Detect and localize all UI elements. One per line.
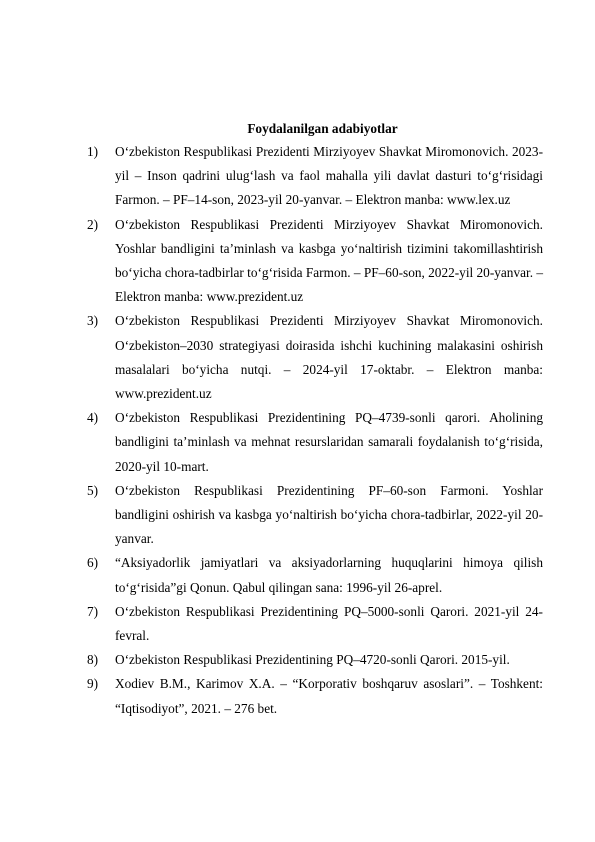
reference-item	[87, 140, 543, 213]
reference-text: O‘zbekiston Respublikasi Prezidenti Mirziyoyev Shavkat Miromonovich. Yoshlar bandligini ta’minlash va kasbga yo‘naltirish tizimini takomillashtirish bo‘yicha chora-tadbirlar to‘g‘risida Farmon. – PF–60-son, 2022-yil 20-yanvar. – Elektron manba: www.prezident.uz	[115, 216, 543, 305]
references-list	[87, 140, 543, 721]
reference-text: “Aksiyadorlik jamiyatlari va aksiyadorlarning huquqlarini himoya qilish to‘g‘risida”gi Qonun. Qabul qilingan sana: 1996-yil 26-aprel.	[115, 555, 543, 595]
reference-item	[87, 600, 543, 648]
reference-number: 9)	[87, 676, 99, 692]
reference-text: O‘zbekiston Respublikasi Prezidentining PF–60-son Farmoni. Yoshlar bandligini oshirish va kasbga yo‘naltirish bo‘yicha chora-tadbirlar, 2022-yil 20-yanvar.	[115, 482, 543, 547]
reference-text: O‘zbekiston Respublikasi Prezidentining PQ–4739-sonli qarori. Aholining bandligini ta’minlash va mehnat resurslaridan samarali foydalanish to‘g‘risida, 2020-yil 10-mart.	[115, 410, 543, 474]
reference-text: O‘zbekiston Respublikasi Prezidenti Mirziyoyev Shavkat Miromonovich. O‘zbekiston–2030 strategiyasi doirasida ishchi kuchining malakasini oshirish masalalari bo‘yicha nutqi. – 2024-yil 17-oktabr. – Elektron manba: www.prezident.uz	[115, 313, 543, 402]
reference-number: 4)	[87, 410, 99, 426]
reference-item	[87, 648, 543, 672]
reference-text: Xodiev B.M., Karimov X.A. – “Korporativ boshqaruv asoslari”. – Toshkent: “Iqtisodiyot”, 2021. – 276 bet.	[115, 676, 543, 716]
reference-number: 6)	[87, 555, 99, 571]
reference-item	[87, 406, 543, 479]
reference-number: 1)	[87, 144, 99, 159]
reference-text: O‘zbekiston Respublikasi Prezidenti Mirziyoyev Shavkat Miromonovich. 2023-yil – Inson qadrini ulug‘lash va faol mahalla yili davlat dasturi to‘g‘risidagi Farmon. – PF–14-son, 2023-yil 20-yanvar. – Elektron manba: www.lex.uz	[115, 144, 543, 208]
references-heading: Foydalanilgan adabiyotlar	[247, 121, 398, 136]
reference-item	[87, 479, 543, 552]
reference-item	[87, 213, 543, 310]
reference-number: 5)	[87, 482, 99, 498]
reference-number: 2)	[87, 216, 99, 232]
reference-text: O‘zbekiston Respublikasi Prezidentining PQ–4720-sonli Qarori. 2015-yil.	[115, 652, 510, 668]
reference-number: 7)	[87, 603, 99, 619]
reference-item	[87, 672, 543, 720]
reference-item	[87, 551, 543, 599]
reference-number: 8)	[87, 652, 99, 668]
reference-text: O‘zbekiston Respublikasi Prezidentining PQ–5000-sonli Qarori. 2021-yil 24-fevral.	[115, 603, 543, 644]
reference-item	[87, 309, 543, 406]
reference-number: 3)	[87, 313, 99, 329]
